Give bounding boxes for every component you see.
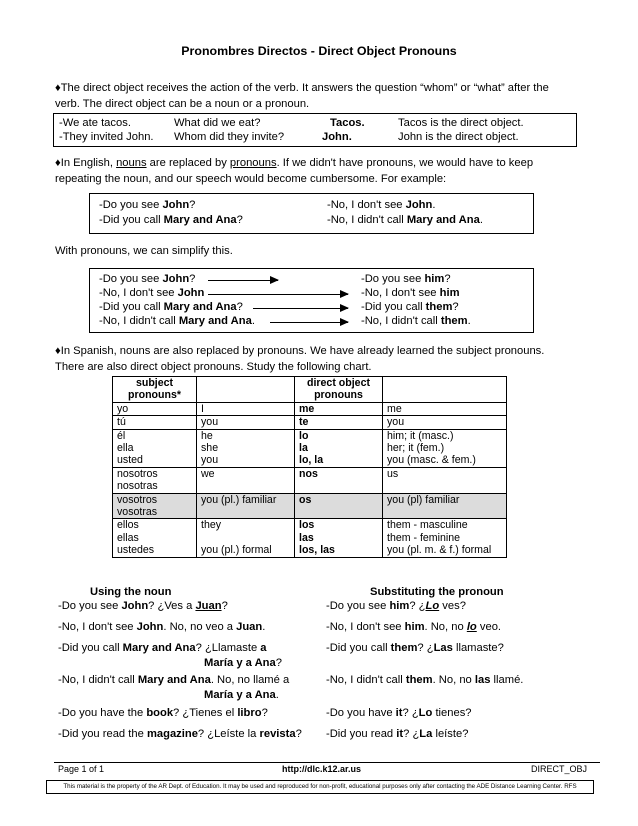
spanish-paragraph: ♦In Spanish, nouns are also replaced by pronouns. We have already learned the subject pronouns. There are also direct object pronouns. Study the following chart. (55, 345, 545, 373)
chart-cell-english: you (pl.) familiar (197, 493, 295, 519)
noun-sentence: -No, I didn't call Mary and Ana. No, no llamé a (58, 674, 290, 686)
chart-cell-spanish: nosotros nosotras (113, 467, 197, 493)
example-question: What did we eat? (174, 117, 261, 129)
chart-row (113, 416, 507, 429)
chart-cell-spanish: tú (113, 416, 197, 429)
page-title: Pronombres Directos - Direct Object Pronouns (181, 44, 457, 58)
chart-header-subject: subject pronouns* (113, 377, 197, 403)
noun-sentence-continued: María y a Ana? (204, 657, 282, 669)
right-arrow-icon (270, 322, 348, 323)
arrow-example-box (89, 268, 534, 333)
pronoun-sentence: -No, I don't see him. No, no lo veo. (326, 621, 502, 633)
chart-cell-direct-object: me (295, 402, 383, 415)
footer-divider (54, 762, 600, 763)
chart-cell-english: we (197, 467, 295, 493)
pronoun-sentence: -Do you have it? ¿Lo tienes? (326, 707, 472, 719)
pronoun-chart (112, 376, 507, 558)
chart-header-direct: direct object pronouns (295, 377, 383, 403)
repeat-left-line: -Do you see John? (99, 199, 196, 211)
noun-sentence: -No, I don't see John. No, no veo a Juan. (58, 621, 266, 633)
repeat-right-line: -No, I don't see John. (327, 199, 436, 211)
chart-row (113, 493, 507, 519)
chart-cell-direct-object: los las los, las (295, 519, 383, 557)
arrow-right-line: -No, I don't see him (361, 287, 460, 299)
repeat-left-line: -Did you call Mary and Ana? (99, 214, 243, 226)
chart-cell-english: I (197, 402, 295, 415)
chart-cell-direct-object: te (295, 416, 383, 429)
pronoun-sentence: -Did you read it? ¿La leíste? (326, 728, 469, 740)
chart-row (113, 467, 507, 493)
noun-sentence: -Did you read the magazine? ¿Leíste la revista? (58, 728, 302, 740)
chart-cell-meaning: you (pl) familiar (383, 493, 507, 519)
arrow-left-line: -Did you call Mary and Ana? (99, 301, 243, 313)
example-sentence: -We ate tacos. (59, 117, 131, 129)
example-sentence: -They invited John. (59, 131, 154, 143)
chart-cell-meaning: you (383, 416, 507, 429)
copyright-note: This material is the property of the AR Dept. of Education. It may be used and reproduced for non-profit, educational purposes only after contacting the ADE Distance Learning Center. RFS (46, 780, 594, 794)
chart-cell-direct-object: lo la lo, la (295, 429, 383, 467)
using-noun-heading: Using the noun (90, 586, 172, 598)
document-code: DIRECT_OBJ (531, 764, 588, 774)
example-explanation: John is the direct object. (398, 131, 519, 143)
chart-cell-direct-object: nos (295, 467, 383, 493)
repeat-right-line: -No, I didn't call Mary and Ana. (327, 214, 483, 226)
right-arrow-icon (208, 294, 348, 295)
example-answer: Tacos. (330, 117, 365, 129)
chart-cell-spanish: vosotros vosotras (113, 493, 197, 519)
arrow-left-line: -No, I don't see John (99, 287, 205, 299)
right-arrow-icon (208, 280, 278, 281)
pronoun-sentence: -Do you see him? ¿Lo ves? (326, 600, 466, 612)
diamond-bullet-icon: ♦ (55, 345, 61, 357)
example-question: Whom did they invite? (174, 131, 285, 143)
repeat-example-box (89, 193, 534, 234)
chart-row (113, 429, 507, 467)
diamond-bullet-icon: ♦ (55, 157, 61, 169)
chart-row (113, 402, 507, 415)
arrow-left-line: -Do you see John? (99, 273, 196, 285)
intro-paragraph: ♦The direct object receives the action of the verb. It answers the question “whom” or “what” after the verb. The direct object can be a noun or a pronoun. (55, 82, 549, 110)
examples-box (53, 113, 577, 147)
chart-cell-spanish: yo (113, 402, 197, 415)
chart-row (113, 519, 507, 557)
chart-cell-english: you (197, 416, 295, 429)
arrow-right-line: -Did you call them? (361, 301, 459, 313)
footer-url[interactable]: http://dlc.k12.ar.us (282, 764, 362, 774)
noun-sentence: -Do you see John? ¿Ves a Juan? (58, 600, 228, 612)
arrow-right-line: -No, I didn't call them. (361, 315, 471, 327)
chart-cell-spanish: ellos ellas ustedes (113, 519, 197, 557)
substituting-pronoun-heading: Substituting the pronoun (370, 586, 504, 598)
chart-cell-direct-object: os (295, 493, 383, 519)
chart-cell-meaning: me (383, 402, 507, 415)
noun-sentence: -Did you call Mary and Ana? ¿Llamaste a (58, 642, 267, 654)
chart-cell-spanish: él ella usted (113, 429, 197, 467)
example-answer: John. (322, 131, 352, 143)
chart-cell-meaning: him; it (masc.) her; it (fem.) you (masc. & fem.) (383, 429, 507, 467)
english-paragraph: ♦In English, nouns are replaced by pronouns. If we didn't have pronouns, we would have to keep repeating the noun, and our speech would become cumbersome. For example: (55, 157, 534, 185)
diamond-bullet-icon: ♦ (55, 82, 61, 94)
arrow-left-line: -No, I didn't call Mary and Ana. (99, 315, 255, 327)
chart-header-row (113, 377, 507, 403)
noun-sentence-continued: María y a Ana. (204, 689, 279, 701)
chart-cell-meaning: us (383, 467, 507, 493)
pronoun-sentence: -Did you call them? ¿Las llamaste? (326, 642, 504, 654)
noun-sentence: -Do you have the book? ¿Tienes el libro? (58, 707, 268, 719)
chart-cell-english: they you (pl.) formal (197, 519, 295, 557)
pronoun-sentence: -No, I didn't call them. No, no las llamé. (326, 674, 524, 686)
right-arrow-icon (253, 308, 348, 309)
chart-cell-english: he she you (197, 429, 295, 467)
arrow-right-line: -Do you see him? (361, 273, 451, 285)
simplify-text: With pronouns, we can simplify this. (55, 245, 233, 257)
example-explanation: Tacos is the direct object. (398, 117, 524, 129)
page-number: Page 1 of 1 (58, 764, 105, 774)
chart-cell-meaning: them - masculine them - feminine you (pl. m. & f.) formal (383, 519, 507, 557)
